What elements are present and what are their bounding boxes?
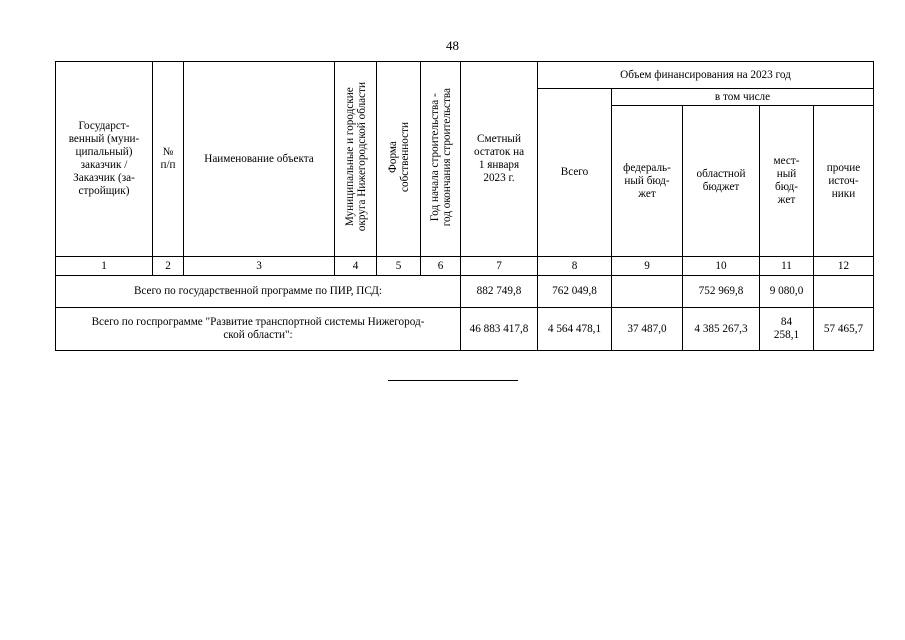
row-total: 4 564 478,1 <box>538 308 612 351</box>
column-number: 1 <box>56 257 153 276</box>
column-number: 4 <box>335 257 377 276</box>
row-total: 762 049,8 <box>538 276 612 308</box>
column-number: 9 <box>612 257 683 276</box>
column-number: 10 <box>683 257 760 276</box>
table-row <box>56 308 874 351</box>
row-local: 9 080,0 <box>760 276 814 308</box>
header-municipality: Муниципальные и городские округа Нижегородской области <box>335 62 377 257</box>
column-number: 11 <box>760 257 814 276</box>
column-number: 3 <box>184 257 335 276</box>
row-local: 84 258,1 <box>760 308 814 351</box>
header-regional: областной бюджет <box>683 106 760 257</box>
row-regional: 752 969,8 <box>683 276 760 308</box>
header-estimate-balance: Сметный остаток на 1 января 2023 г. <box>461 62 538 257</box>
header-customer: Государст- венный (муни- ципальный) заказчик / Заказчик (за- стройщик) <box>56 62 153 257</box>
header-total: Всего <box>538 89 612 257</box>
row-estimate: 882 749,8 <box>461 276 538 308</box>
row-federal: 37 487,0 <box>612 308 683 351</box>
row-label: Всего по государственной программе по ПИР, ПСД: <box>56 276 461 308</box>
column-number: 7 <box>461 257 538 276</box>
page-number: 48 <box>446 38 459 53</box>
column-number: 8 <box>538 257 612 276</box>
column-number: 12 <box>814 257 874 276</box>
header-object-name: Наименование объекта <box>184 62 335 257</box>
header-other: прочие источ- ники <box>814 106 874 257</box>
column-number-row <box>56 257 874 276</box>
header-including: в том числе <box>612 89 874 106</box>
row-other: 57 465,7 <box>814 308 874 351</box>
separator-line <box>388 380 518 381</box>
row-label: Всего по госпрограмме "Развитие транспортной системы Нижегород- ской области": <box>56 308 461 351</box>
table-row <box>56 276 874 308</box>
row-other <box>814 276 874 308</box>
row-federal <box>612 276 683 308</box>
row-estimate: 46 883 417,8 <box>461 308 538 351</box>
column-number: 6 <box>421 257 461 276</box>
header-federal: федераль- ный бюд- жет <box>612 106 683 257</box>
header-ownership: Форма собственности <box>377 62 421 257</box>
header-number: № п/п <box>153 62 184 257</box>
header-construction-years: Год начала строительства - год окончания строительства <box>421 62 461 257</box>
header-local: мест- ный бюд- жет <box>760 106 814 257</box>
column-number: 2 <box>153 257 184 276</box>
header-financing: Объем финансирования на 2023 год <box>538 62 874 89</box>
financing-table <box>55 61 874 351</box>
column-number: 5 <box>377 257 421 276</box>
row-regional: 4 385 267,3 <box>683 308 760 351</box>
